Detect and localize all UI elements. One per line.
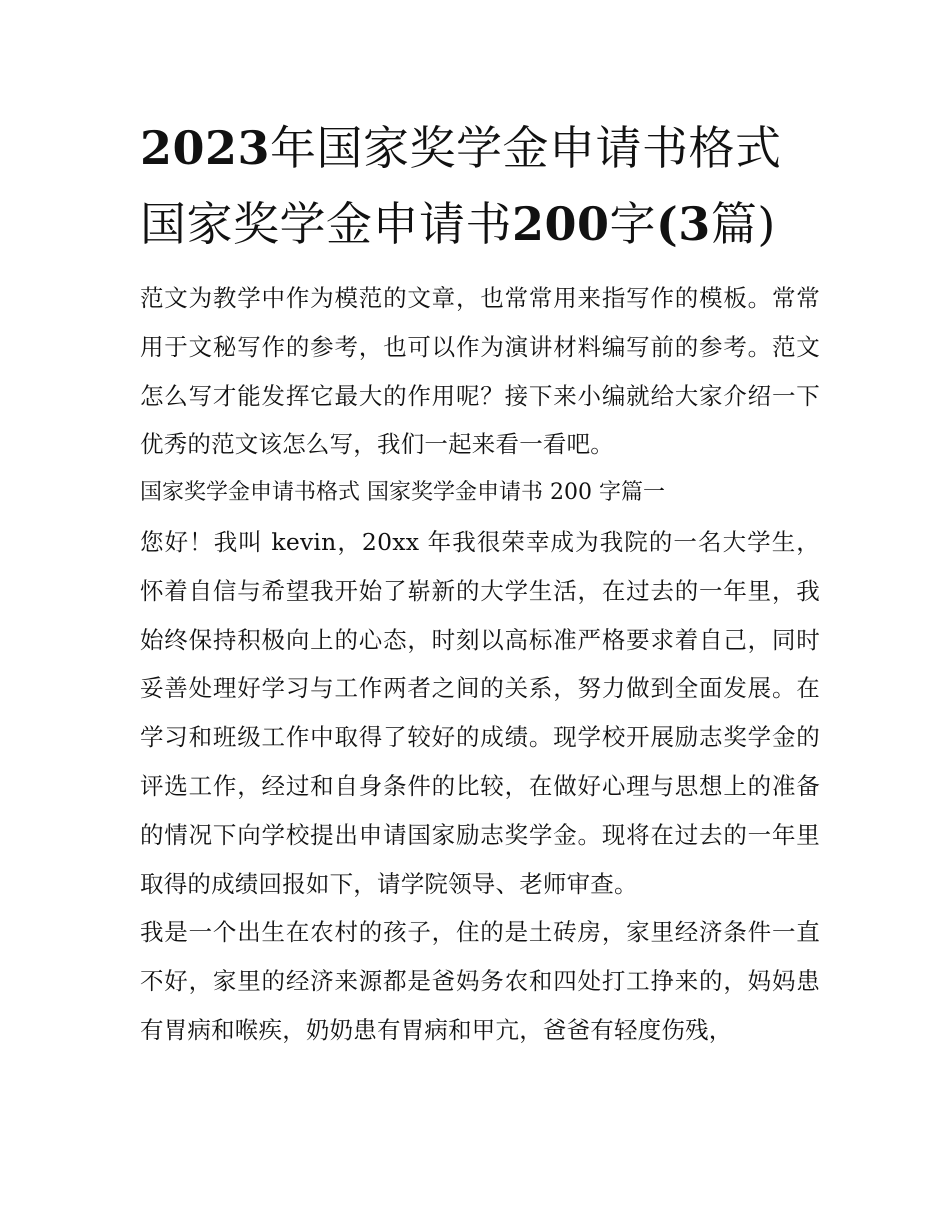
body-paragraph-1: 您好！我叫 kevin，20xx 年我很荣幸成为我院的一名大学生，怀着自信与希望我开始了崭新的大学生活，在过去的一年里，我始终保持积极向上的心态，时刻以高标准严格要求着自己，同时妥善处理好学习与工作两者之间的关系，努力做到全面发展。在学习和班级工作中取得了较好的成绩。现学校开展励志奖学金的评选工作，经过和自身条件的比较，在做好心理与思想上的准备的情况下向学校提出申请国家励志奖学金。现将在过去的一年里取得的成绩回报如下，请学院领导、老师审查。 [140, 527, 820, 898]
document-page [140, 110, 820, 1055]
title-char: 字 [609, 197, 657, 251]
title-line-2 [140, 186, 820, 262]
title-line-1 [140, 110, 820, 186]
title-line-1-text: 年国家奖学金申请书格式 [270, 121, 782, 175]
body-paragraph-2: 我是一个出生在农村的孩子，住的是土砖房，家里经济条件一直不好，家里的经济来源都是爸妈务农和四处打工挣来的，妈妈患有胃病和喉疾，奶奶患有胃病和甲亢，爸爸有轻度伤残， [140, 918, 820, 1044]
title-line-2-text: 国家奖学金申请书 [140, 197, 512, 251]
section-heading: 国家奖学金申请书格式 国家奖学金申请书 200 字篇一 [140, 480, 665, 506]
document-title [140, 110, 820, 262]
title-end: 篇) [710, 197, 776, 251]
title-year: 2023 [140, 121, 271, 175]
title-paren: (3 [656, 197, 711, 251]
title-count: 200 [512, 197, 610, 251]
document-body [140, 274, 820, 1055]
intro-paragraph: 范文为教学中作为模范的文章，也常常用来指写作的模板。常常用于文秘写作的参考，也可以作为演讲材料编写前的参考。范文怎么写才能发挥它最大的作用呢？接下来小编就给大家介绍一下优秀的范文该怎么写，我们一起来看一看吧。 [140, 284, 820, 459]
